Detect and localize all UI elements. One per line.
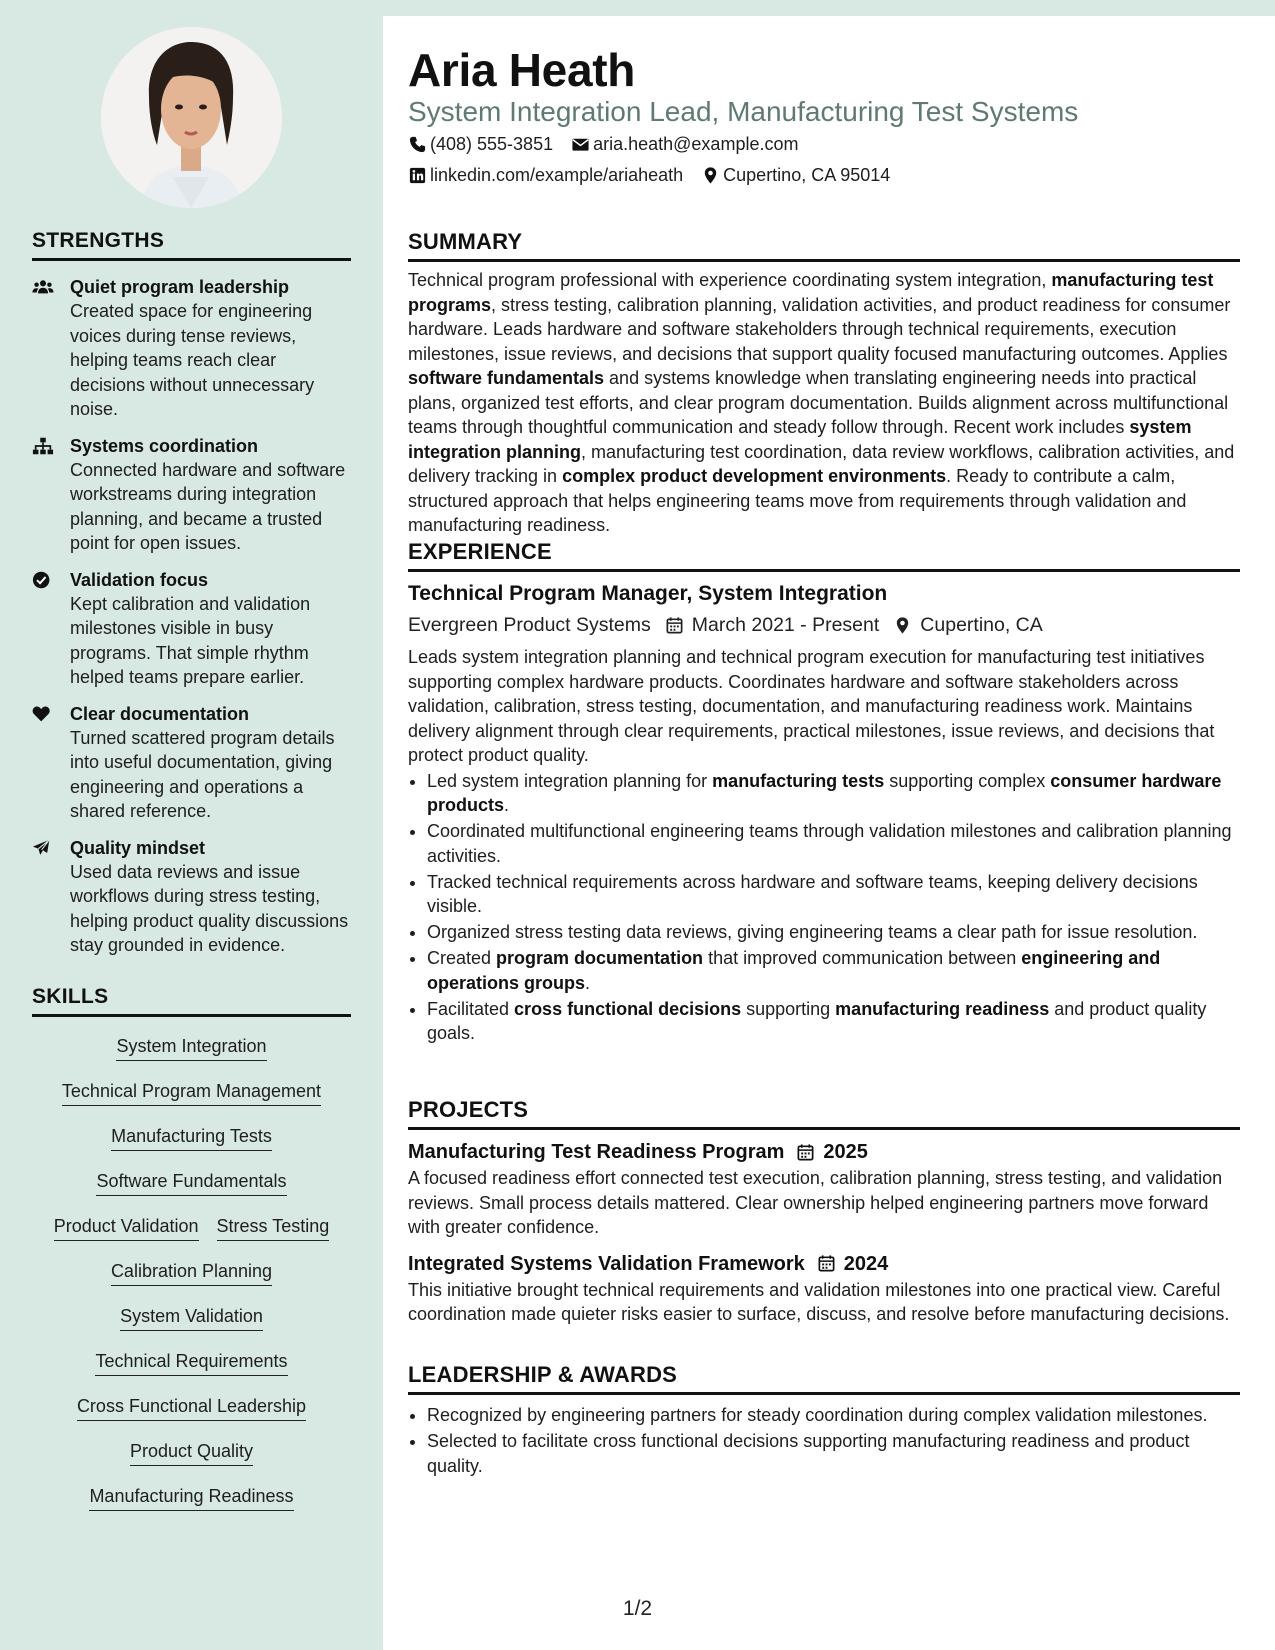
- skill-tag: Calibration Planning: [111, 1248, 272, 1286]
- summary-section: [408, 229, 1240, 538]
- email-text: aria.heath@example.com: [593, 134, 799, 154]
- job-description: Leads system integration planning and technical program execution for manufacturing test initiatives supporting complex hardware products. Coordinates hardware and software stakeholders across validation, calibration, stress testing, documentation, and manufacturing readiness work. Maintains delivery alignment through clear requirements, practical milestones, issue reviews, and decisions that protect product quality.: [408, 647, 1215, 765]
- emphasis-text: software fundamentals: [408, 368, 605, 388]
- experience-heading: EXPERIENCE: [408, 539, 1240, 572]
- calendar-icon: [784, 1143, 823, 1162]
- strength-item: [32, 836, 351, 958]
- location-item: [701, 165, 890, 186]
- skill-tag: Software Fundamentals: [96, 1158, 286, 1196]
- project-title: Integrated Systems Validation Framework: [408, 1252, 805, 1275]
- job-dates: March 2021 - Present: [691, 614, 880, 636]
- strength-body: [70, 275, 351, 422]
- calendar-icon: [805, 1254, 844, 1273]
- project-title: Manufacturing Test Readiness Program: [408, 1141, 785, 1163]
- skill-row: [32, 1068, 351, 1113]
- experience-bullets: [408, 769, 1240, 1046]
- strength-text: Used data reviews and issue workflows during stress testing, helping product quality discussions stay grounded in evidence.: [70, 861, 349, 955]
- experience-bullet: • Led system integration planning for manufacturing tests supporting complex consumer hardware products.: [427, 769, 1240, 818]
- project-year: 2024: [843, 1252, 889, 1275]
- emphasis-text: engineering and operations groups: [427, 948, 1161, 993]
- project-year: 2025: [823, 1141, 868, 1163]
- phone-text: (408) 555-3851: [430, 134, 554, 154]
- email-item[interactable]: [571, 134, 798, 155]
- strength-text: Turned scattered program details into useful documentation, giving engineering and operations a shared reference.: [70, 727, 335, 821]
- phone-icon: [408, 135, 427, 154]
- skill-row: [32, 1428, 351, 1473]
- awards-section: [408, 1362, 1240, 1480]
- skill-tag: System Integration: [116, 1023, 266, 1061]
- strengths-section: [32, 229, 351, 958]
- awards-list: [408, 1403, 1240, 1478]
- sitemap-icon: [32, 434, 70, 556]
- skill-row: [32, 1203, 351, 1248]
- candidate-name: Aria Heath: [408, 44, 636, 96]
- project-description: A focused readiness effort connected test execution, calibration planning, stress testing, and validation reviews. Small process details mattered. Clear ownership helped engineering partners move forward with greater confidence.: [408, 1168, 1223, 1237]
- strength-body: [70, 836, 351, 958]
- candidate-role: System Integration Lead, Manufacturing Test Systems: [408, 96, 1079, 127]
- emphasis-text: manufacturing readiness: [835, 998, 1050, 1019]
- job-location: Cupertino, CA: [920, 614, 1043, 636]
- projects-heading: PROJECTS: [408, 1097, 1240, 1130]
- skill-row: [32, 1473, 351, 1518]
- emphasis-text: manufacturing tests: [712, 770, 885, 791]
- page-number: 1/2: [622, 1597, 653, 1620]
- heart-icon: [32, 702, 70, 824]
- summary-text: Technical program professional with experience coordinating system integration, manufacturing test programs, stress testing, calibration planning, validation activities, and product readiness for consumer hardware. Leads hardware and software stakeholders through technical requirements, execution milestones, issue reviews, and decisions that support quality focused manufacturing outcomes. Applies software fundamentals and systems knowledge when translating engineering needs into practical plans, organized test efforts, and clear program documentation. Builds alignment across multifunctional teams through thoughtful communication and steady follow through. Recent work includes system integration planning, manufacturing test coordination, data review workflows, calibration activities, and delivery tracking in complex product development environments. Ready to contribute a calm, structured approach that helps engineering teams move from requirements through validation and manufacturing readiness.: [408, 270, 1235, 535]
- emphasis-text: consumer hardware products: [427, 770, 1222, 815]
- emphasis-text: program documentation: [496, 948, 704, 968]
- skill-row: [32, 1023, 351, 1068]
- strength-body: [70, 702, 351, 824]
- skills-section: [32, 985, 351, 1518]
- strength-text: Kept calibration and validation milestones visible in busy programs. That simple rhythm helped teams prepare earlier.: [70, 593, 311, 687]
- map-pin-icon: [701, 166, 720, 185]
- strengths-list: [32, 275, 351, 958]
- check-circle-icon: [32, 568, 70, 690]
- linkedin-text: linkedin.com/example/ariaheath: [430, 165, 684, 185]
- projects-section: [408, 1097, 1240, 1327]
- experience-bullet: • Facilitated cross functional decisions supporting manufacturing readiness and product quality goals.: [427, 997, 1240, 1046]
- strength-title: Quality mindset: [70, 837, 206, 858]
- strength-text: Connected hardware and software workstreams during integration planning, and became a trusted point for open issues.: [70, 459, 346, 553]
- linkedin-icon: [408, 166, 427, 185]
- strength-title: Quiet program leadership: [70, 277, 290, 297]
- skill-tag: Manufacturing Tests: [111, 1113, 272, 1151]
- strength-item: [32, 434, 351, 556]
- experience-bullet: • Created program documentation that improved communication between engineering and operations groups.: [427, 946, 1240, 995]
- phone-item[interactable]: [408, 134, 553, 155]
- emphasis-text: complex product development environments: [562, 466, 947, 486]
- project-description: This initiative brought technical requirements and validation milestones into one practical view. Careful coordination made quieter risks easier to surface, discuss, and resolve before manufacturing decisions.: [408, 1279, 1230, 1324]
- skill-tag: Product Validation: [54, 1203, 199, 1241]
- strength-item: [32, 702, 351, 824]
- paper-plane-icon: [32, 836, 70, 958]
- strength-title: Clear documentation: [70, 703, 250, 724]
- calendar-icon: [665, 616, 684, 635]
- strength-body: [70, 434, 351, 556]
- contact-row-2: [408, 165, 908, 186]
- job-meta: [408, 611, 1240, 639]
- skill-tag: Cross Functional Leadership: [77, 1383, 306, 1421]
- skill-row: [32, 1158, 351, 1203]
- project-header: [408, 1138, 1240, 1166]
- skill-tag: Stress Testing: [217, 1203, 330, 1241]
- strength-item: [32, 275, 351, 422]
- skills-list: [32, 1023, 351, 1518]
- award-bullet: • Recognized by engineering partners for steady coordination during complex validation milestones.: [427, 1403, 1240, 1428]
- emphasis-text: system integration planning: [408, 417, 1192, 462]
- strength-title: Systems coordination: [70, 435, 259, 456]
- emphasis-text: cross functional decisions: [514, 998, 742, 1019]
- strength-text: Created space for engineering voices during tense reviews, helping teams reach clear decisions without unnecessary noise.: [70, 301, 315, 419]
- skill-row: [32, 1293, 351, 1338]
- skill-tag: System Validation: [120, 1293, 263, 1331]
- project-item: [408, 1250, 1240, 1327]
- strength-body: [70, 568, 351, 690]
- contact-row-1: [408, 134, 816, 155]
- skill-tag: Technical Program Management: [62, 1068, 321, 1106]
- envelope-icon: [571, 135, 590, 154]
- skill-row: [32, 1248, 351, 1293]
- skill-row: [32, 1338, 351, 1383]
- summary-heading: SUMMARY: [408, 229, 1240, 262]
- experience-bullet: • Tracked technical requirements across hardware and software teams, keeping delivery decisions visible.: [427, 870, 1240, 919]
- skill-row: [32, 1383, 351, 1428]
- strength-item: [32, 568, 351, 690]
- experience-section: [408, 539, 1240, 1047]
- projects-list: [408, 1138, 1240, 1327]
- project-item: [408, 1138, 1240, 1240]
- linkedin-item[interactable]: [408, 165, 683, 186]
- map-pin-icon: [893, 616, 912, 635]
- portrait-image: [101, 27, 282, 208]
- skills-heading: SKILLS: [32, 985, 351, 1017]
- experience-bullet: • Coordinated multifunctional engineering teams through validation milestones and calibration planning activities.: [427, 819, 1240, 868]
- skill-tag: Technical Requirements: [95, 1338, 287, 1376]
- strengths-heading: STRENGTHS: [32, 229, 351, 261]
- skill-tag: Product Quality: [130, 1428, 253, 1466]
- emphasis-text: manufacturing test programs: [408, 270, 1214, 315]
- skill-row: [32, 1113, 351, 1158]
- awards-heading: LEADERSHIP & AWARDS: [408, 1362, 1240, 1395]
- company-name: Evergreen Product Systems: [408, 614, 651, 636]
- profile-photo: [101, 27, 282, 208]
- location-text: Cupertino, CA 95014: [723, 165, 891, 185]
- award-bullet: • Selected to facilitate cross functional decisions supporting manufacturing readiness and product quality.: [427, 1429, 1240, 1478]
- skill-tag: Manufacturing Readiness: [89, 1473, 293, 1511]
- experience-bullet: • Organized stress testing data reviews, giving engineering teams a clear path for issue resolution.: [427, 920, 1240, 945]
- project-header: [408, 1250, 1240, 1278]
- users-icon: [32, 275, 70, 422]
- job-title: Technical Program Manager, System Integration: [408, 582, 888, 605]
- strength-title: Validation focus: [70, 569, 209, 590]
